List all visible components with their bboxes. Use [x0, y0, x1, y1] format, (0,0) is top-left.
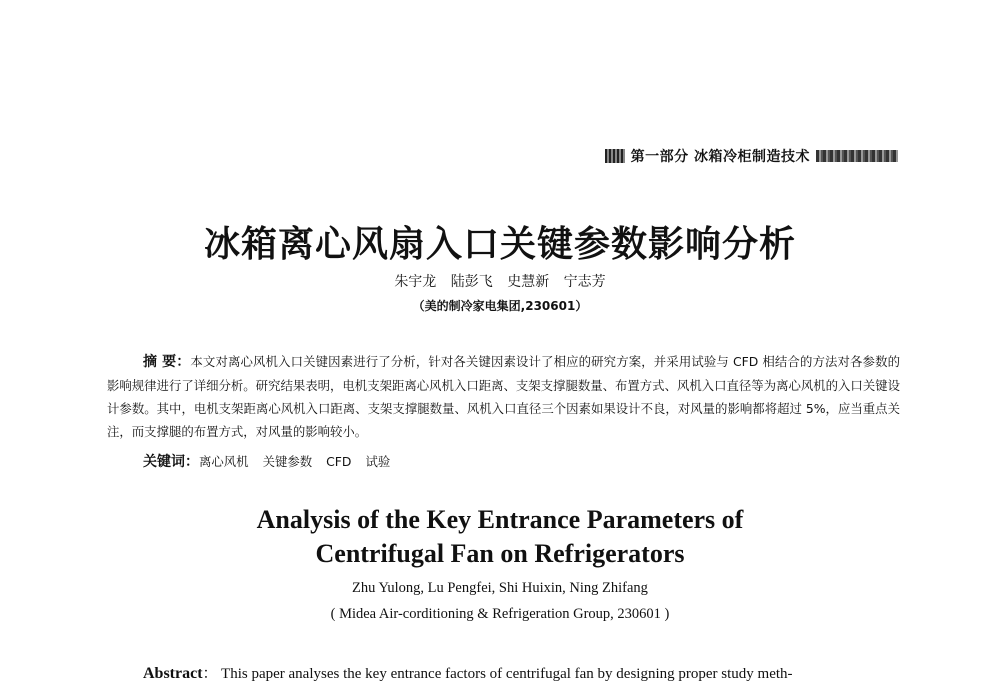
cn-keywords: [143, 451, 404, 471]
en-authors: Zhu Yulong, Lu Pengfei, Shi Huixin, Ning Zhifang: [352, 580, 648, 596]
en-abstract-label: Abstract: [143, 665, 203, 682]
keyword: 离心风机: [199, 454, 249, 469]
en-abstract-text: This paper analyses the key entrance factors of centrifugal fan by designing proper study meth-: [221, 666, 793, 682]
en-title: [0, 503, 1000, 571]
section-label: 第一部分 冰箱冷柜制造技术: [630, 149, 810, 165]
en-abstract-colon: ：: [202, 666, 218, 682]
en-title-line2: Centrifugal Fan on Refrigerators: [315, 539, 685, 568]
cn-abstract: [107, 350, 900, 443]
cn-affiliation: （美的制冷家电集团,230601）: [412, 299, 588, 313]
en-abstract: [107, 661, 900, 687]
en-title-line1: Analysis of the Key Entrance Parameters of: [256, 505, 744, 534]
header-mark-left: [605, 149, 625, 163]
en-affiliation: ( Midea Air-corditioning & Refrigeration Group, 230601 ): [330, 606, 670, 622]
keyword: CFD: [326, 454, 352, 469]
section-header: [605, 146, 898, 166]
cn-abstract-text: 本文对离心风机入口关键因素进行了分析，针对各关键因素设计了相应的研究方案，并采用试验与 CFD 相结合的方法对各参数的影响规律进行了详细分析。研究结果表明，电机支架距离心风机入口距离、支架支撑腿数量、布置方式、风机入口直径等为离心风机的入口关键设计参数。其中，电机支架距离心风机入口距离、支架支撑腿数量、风机入口直径三个因素如果设计不良，对风量的影响都将超过 5%，应当重点关注，而支撑腿的布置方式，对风量的影响较小。: [107, 354, 900, 439]
cn-title: 冰箱离心风扇入口关键参数影响分析: [203, 224, 796, 265]
cn-keywords-label: 关键词：: [143, 454, 199, 470]
keyword: 试验: [365, 454, 391, 469]
keyword: 关键参数: [262, 454, 313, 469]
cn-abstract-label: 摘 要：: [143, 354, 191, 370]
cn-authors: 朱宇龙 陆彭飞 史慧新 宁志芳: [394, 274, 606, 290]
header-mark-right: [816, 150, 898, 162]
